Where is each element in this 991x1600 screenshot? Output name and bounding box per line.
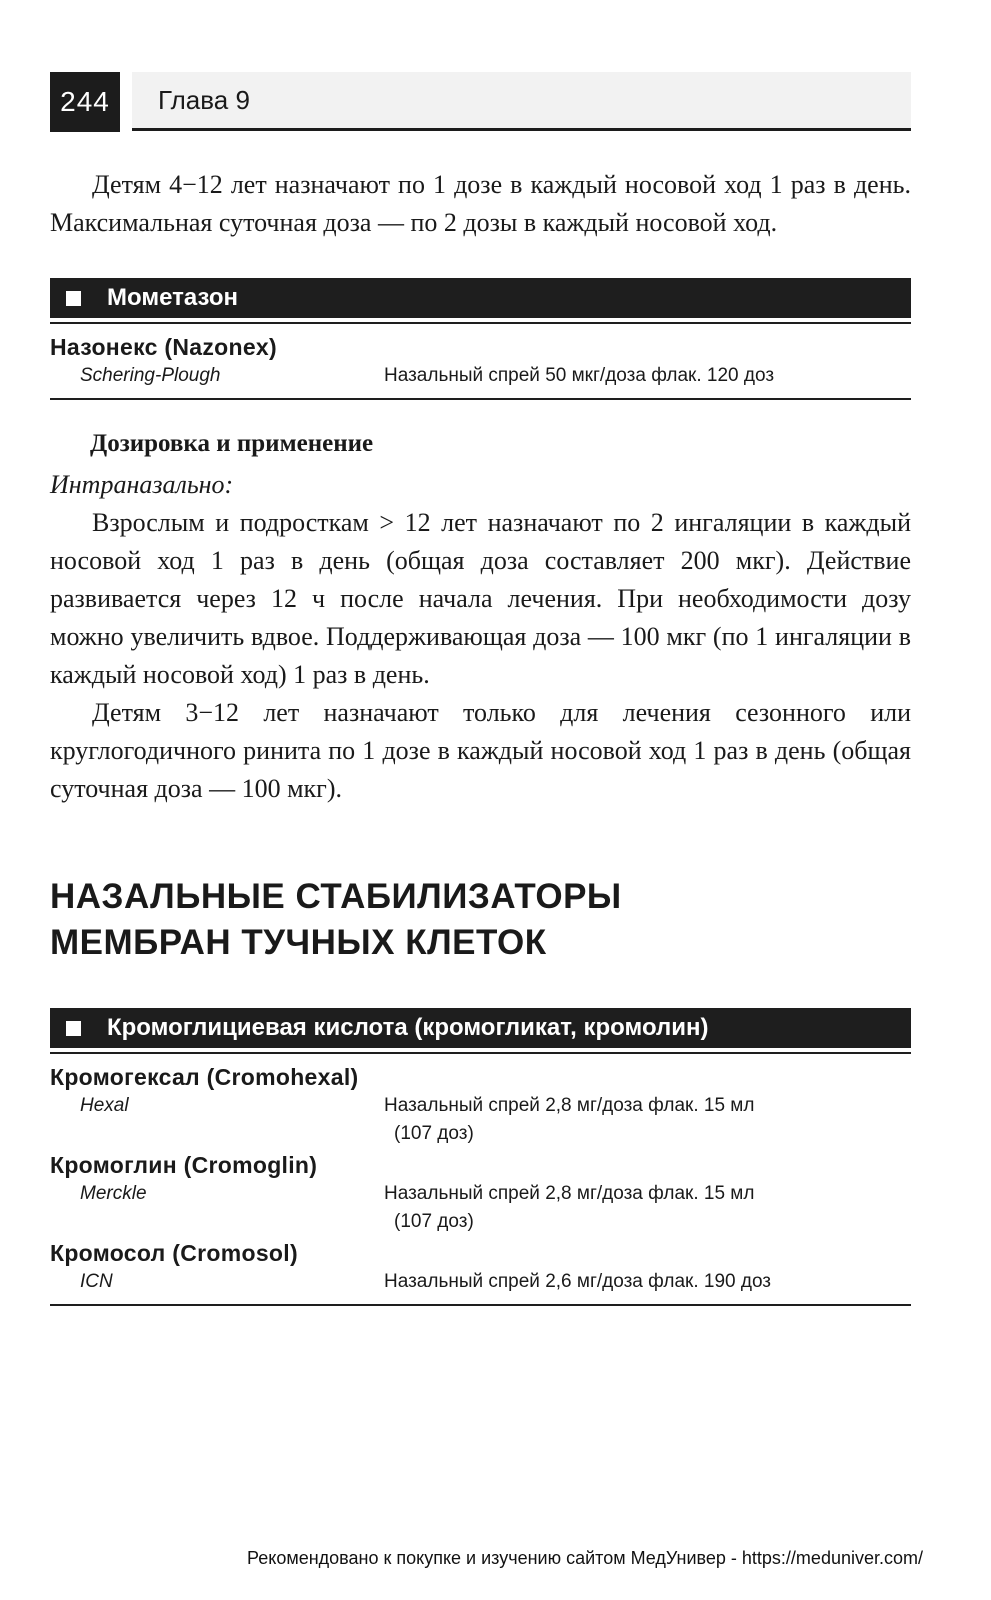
drug-name: Назонекс (Nazonex) — [50, 334, 277, 360]
page-number: 244 — [50, 72, 120, 132]
divider — [50, 1304, 911, 1306]
drug-row — [50, 362, 911, 390]
section-mometasone — [50, 278, 911, 400]
drug-maker: ICN — [80, 1271, 113, 1292]
drug-form: Назальный спрей 2,8 мг/доза флак. 15 мл (107 доз) — [384, 1183, 755, 1232]
divider — [50, 398, 911, 400]
section-bar — [50, 1008, 911, 1048]
drug-form: Назальный спрей 2,6 мг/доза флак. 190 доз — [384, 1271, 772, 1292]
chapter-title — [132, 72, 911, 131]
section-cromolyn — [50, 1008, 911, 1306]
drug-maker: Schering-Plough — [80, 365, 221, 386]
section-bar — [50, 278, 911, 318]
drug-row — [50, 1268, 911, 1296]
group-title-line2: МЕМБРАН ТУЧНЫХ КЛЕТОК — [50, 923, 547, 962]
running-header — [50, 72, 911, 132]
divider — [50, 1052, 911, 1054]
intro-paragraph: Детям 4−12 лет назначают по 1 дозе в каждый носовой ход 1 раз в день. Максимальная суточная доза — по 2 дозы в каждый носовой ход. — [50, 170, 911, 237]
footer-recommendation: Рекомендовано к покупке и изучению сайтом МедУнивер - https://meduniver.com/ — [247, 1548, 923, 1568]
drug-name: Кромосол (Cromosol) — [50, 1240, 298, 1266]
group-title-line1: НАЗАЛЬНЫЕ СТАБИЛИЗАТОРЫ — [50, 877, 622, 916]
divider — [50, 322, 911, 324]
drug-name: Кромоглин (Cromoglin) — [50, 1152, 318, 1178]
section-title: Мометазон — [107, 284, 239, 311]
dosage-paragraph-adults: Взрослым и подросткам > 12 лет назначают по 2 ингаляции в каждый носовой ход 1 раз в день (общая доза составляет 200 мкг). Действие развивается через 12 ч после начала лечения. При необходимости дозу можно увеличить вдвое. Поддерживающая доза — 100 мкг (по 1 ингаляции в каждый носовой ход) 1 раз в день. — [50, 508, 911, 689]
square-bullet-icon — [66, 1021, 81, 1036]
chapter-label: Глава 9 — [158, 84, 250, 115]
square-bullet-icon — [66, 291, 81, 306]
group-title — [50, 874, 911, 966]
book-page — [50, 72, 911, 1306]
dosage-paragraph-children: Детям 3−12 лет назначают только для лечения сезонного или круглогодичного ринита по 1 дозе в каждый носовой ход 1 раз в день (общая суточная доза — 100 мкг). — [50, 698, 911, 803]
drug-maker: Hexal — [80, 1095, 129, 1116]
drug-form: Назальный спрей 50 мкг/доза флак. 120 доз — [384, 365, 775, 386]
drug-maker: Merckle — [80, 1183, 147, 1204]
drug-row — [50, 1180, 911, 1236]
section-title: Кромоглициевая кислота (кромогликат, кромолин) — [107, 1014, 709, 1041]
drug-form: Назальный спрей 2,8 мг/доза флак. 15 мл (107 доз) — [384, 1095, 755, 1144]
drug-row — [50, 1092, 911, 1148]
route-label: Интраназально: — [50, 470, 234, 499]
drug-name: Кромогексал (Cromohexal) — [50, 1064, 359, 1090]
dosage-heading: Дозировка и применение — [90, 430, 374, 457]
